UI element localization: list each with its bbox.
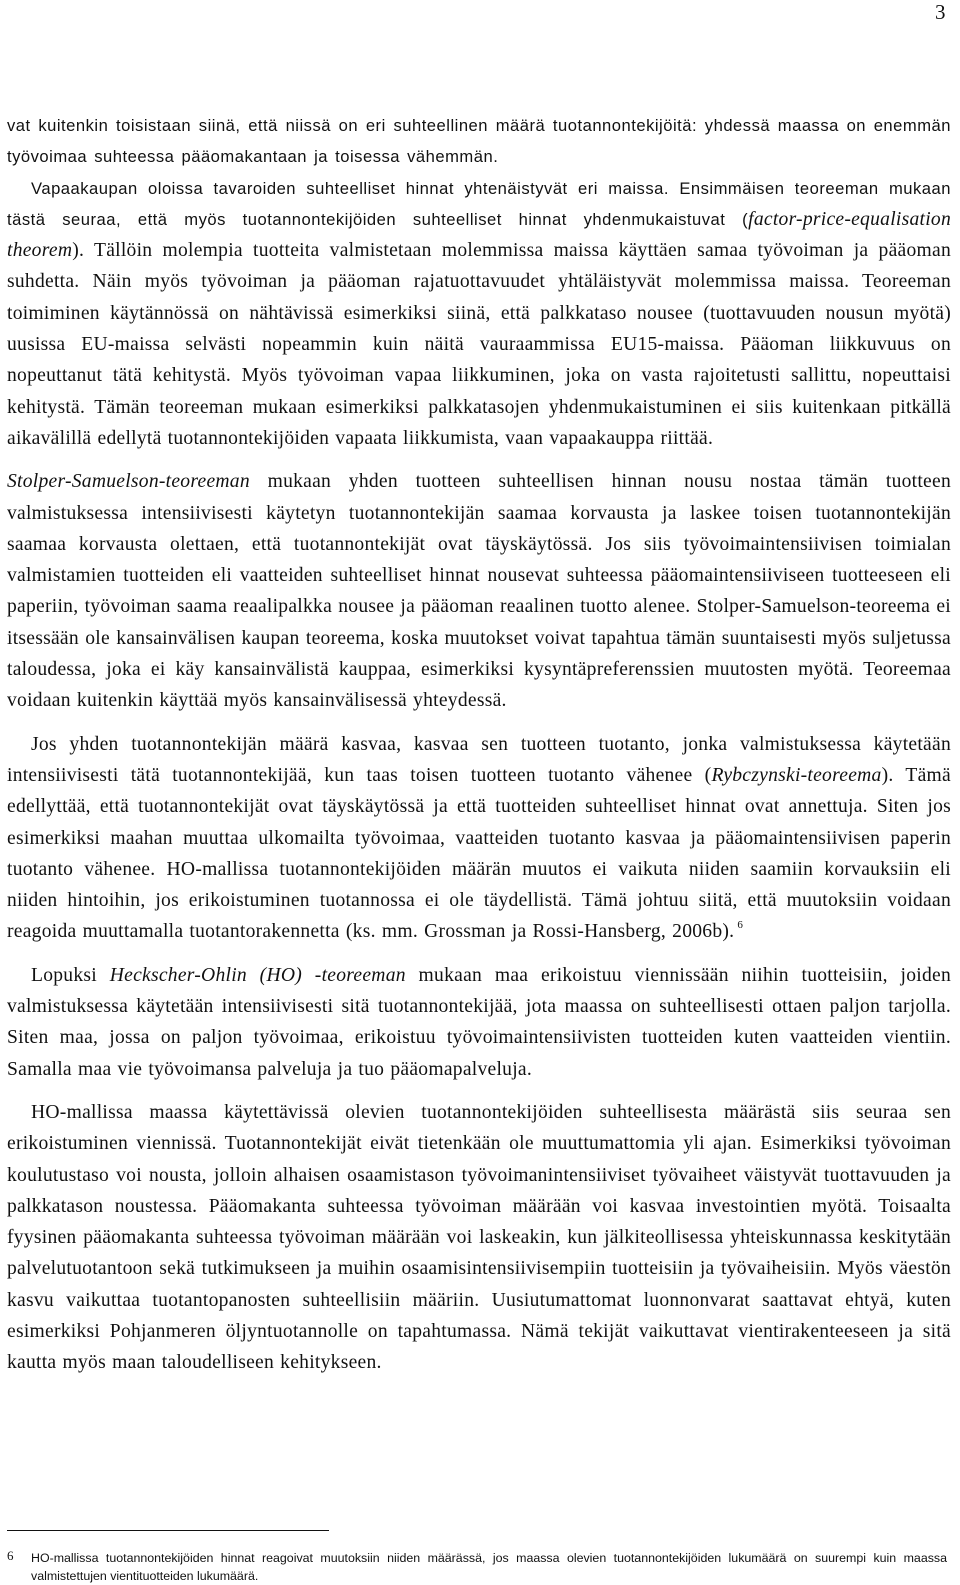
paragraph-5-text-b: mukaan maa erikoistuu viennissään niihin tuotteisiin, joiden valmistuksessa käytetään intensiivisesti sitä tuotannontekijää, jota maassa on suhteellisesti ottaen paljon tarjolla. Siten maa, jossa on paljon työvoimaa, erikoistuu työvoimaintensiivisten tuotteiden kuten vaatteiden vientiin. Samalla maa vie työvoimansa palveluja ja tuo pääomapalveluja. — [7, 964, 951, 1080]
footnote-divider — [7, 1530, 329, 1531]
rybczynski-term: Rybczynski-teoreema — [711, 764, 882, 786]
heckscher-ohlin-term: Heckscher-Ohlin (HO) -teoreeman — [109, 964, 406, 986]
paragraph-5 — [7, 960, 951, 1085]
paragraph-3-text: mukaan yhden tuotteen suhteellisen hinnan nousu nostaa tämän tuotteen valmistuksessa intensiivisesti käytetyn tuotannontekijän saamaa korvausta ja laskee toisen tuotannontekijän saamaa korvausta olettaen, että tuotannontekijät ovat täyskäytössä. Jos siis työvoimaintensiivisen toimialan valmistamien tuotteiden eli vaatteiden suhteelliset hinnat nousevat suhteessa pääomaintensiiviseen tuotteeseen eli paperiin, työvoiman saama reaalipalkka nousee ja pääoman reaalinen tuotto alenee. Stolper-Samuelson-teoreema ei itsessään ole kansainvälisen kaupan teoreema, koska muutokset voivat tapahtua tämän suuntaisesti myös suljetussa taloudessa, joka ei käy kansainvälistä kauppaa, esimerkiksi kysyntäpreferenssien muutosten myötä. Teoreemaa voidaan kuitenkin käyttää myös kansainvälisessä yhteydessä. — [7, 471, 951, 712]
paragraph-6-text: HO-mallissa maassa käytettävissä olevien tuotannontekijöiden suhteellisesta määrästä siis seuraa sen erikoistuminen viennissä. Tuotannontekijät eivät tietenkään ole muuttumattomia yli ajan. Esimerkiksi työvoiman koulutustaso voi nousta, jolloin alhaisen osaamistason työvoimanintensiiviset työvaiheet väistyvät tuottavuuden ja palkkatason noustessa. Pääomakanta suhteessa työvoiman määrään voi kasvaa investointien myötä. Toisaalta fyysinen pääomakanta suhteessa työvoiman määrään voi laskeakin, kun jälkiteollisessa yhteiskunnassa keskitytään palvelutuotantoon sekä tutkimukseen ja muihin osaamisintensiivisempiin tuotteisiin ja työvaiheisiin. Myös väestön kasvu vaikuttaa tuotantopanosten suhteellisiin määriin. Uusiutumattomat luonnonvarat saattavat ehtyä, kuten esimerkiksi Pohjanmeren öljyntuotannolle on tapahtumassa. Nämä tekijät vaikuttavat vientirakenteeseen ja sitä kautta myös maan taloudelliseen kehitykseen. — [7, 1101, 951, 1374]
footnote-number: 6 — [7, 1548, 14, 1563]
page-number: 3 — [935, 0, 946, 24]
paragraph-2 — [7, 173, 951, 455]
paragraph-4-text-b: ). Tämä edellyttää, että tuotannontekijät ovat täyskäytössä ja että tuotteiden suhteelliset hinnat ovat annettuja. Siten jos esimerkiksi maahan muuttaa ulkomailta työvoimaa, vaatteiden tuotanto kasvaa ja pääomaintensiivisen paperin tuotanto vähenee. HO-mallissa tuotannontekijöiden määrän muutos ei vaikuta niiden saamiin korvauksiin eli niiden hintoihin, jos erikoistuminen tuotannossa ei ole täydellistä. Tämä johtuu siitä, että muutoksiin voidaan reagoida muuttamalla tuotantorakennetta (ks. mm. Grossman ja Rossi-Hansberg, 2006b). — [7, 764, 951, 943]
footnote — [7, 1549, 947, 1585]
factor-price-equalisation-term: factor-price-equalisation theorem — [7, 208, 951, 262]
paragraph-2-text-a: Vapaakaupan oloissa tavaroiden suhteelliset hinnat yhtenäistyvät eri maissa. Ensimmäisen teoreeman mukaan tästä seuraa, että myös tuotannontekijöiden suhteelliset hinnat yhdenmukaistuvat ( — [7, 178, 951, 229]
body-text — [7, 110, 951, 1379]
paragraph-3 — [7, 466, 951, 716]
paragraph-5-text-a: Lopuksi — [31, 964, 110, 986]
paragraph-1 — [7, 110, 951, 173]
paragraph-4 — [7, 729, 951, 948]
footnote-reference[interactable]: 6 — [737, 919, 744, 932]
paragraph-2-text-d: Teoreeman toimiminen käytännössä on nähtävissä esimerkiksi siinä, että palkkataso nousee (tuottavuuden nousun myötä) uusissa EU-maissa selvästi nopeammin kuin näitä vauraammissa EU15-maissa. Pääoman liikkuvuus on nopeuttanut tätä kehitystä. Myös työvoiman vapaa liikkuminen, joka on vasta rajoitetusti sallittu, nopeuttaisi kehitystä. Tämän teoreeman mukaan esimerkiksi palkkatasojen yhdenmukaistuminen ei siis kuitenkaan pitkällä aikavälillä edellytä tuotannontekijöiden vapaata liikkumista, vaan vapaakauppa riittää. — [7, 271, 951, 449]
paragraph-2-text-c: Tällöin molempia tuotteita valmistetaan molemmissa maissa käyttäen samaa työvoiman ja pääoman suhdetta. Näin myös työvoiman ja pääoman rajatuottavuudet yhtäläistyvät molemmissa maissa. — [7, 240, 951, 293]
stolper-samuelson-term: Stolper-Samuelson-teoreeman — [7, 471, 250, 493]
paragraph-6 — [7, 1097, 951, 1379]
paragraph-2-text-b: ). — [72, 240, 85, 262]
paragraph-1-text: vat kuitenkin toisistaan siinä, että niissä on eri suhteellinen määrä tuotannontekijöitä: yhdessä maassa on enemmän työvoimaa suhteessa pääomakantaan ja toisessa vähemmän. — [7, 116, 951, 167]
paragraph-4-text-a: Jos yhden tuotannontekijän määrä kasvaa, kasvaa sen tuotteen tuotanto, jonka valmistuksessa käytetään intensiivisesti tätä tuotannontekijää, kun taas toisen tuotteen tuotanto vähenee ( — [7, 733, 951, 786]
footnote-text: HO-mallissa tuotannontekijöiden hinnat reagoivat muutoksiin niiden määrässä, jos maassa olevien tuotannontekijöiden lukumäärä on suurempi kuin maassa valmistettujen vientituotteiden lukumäärä. — [31, 1551, 947, 1583]
